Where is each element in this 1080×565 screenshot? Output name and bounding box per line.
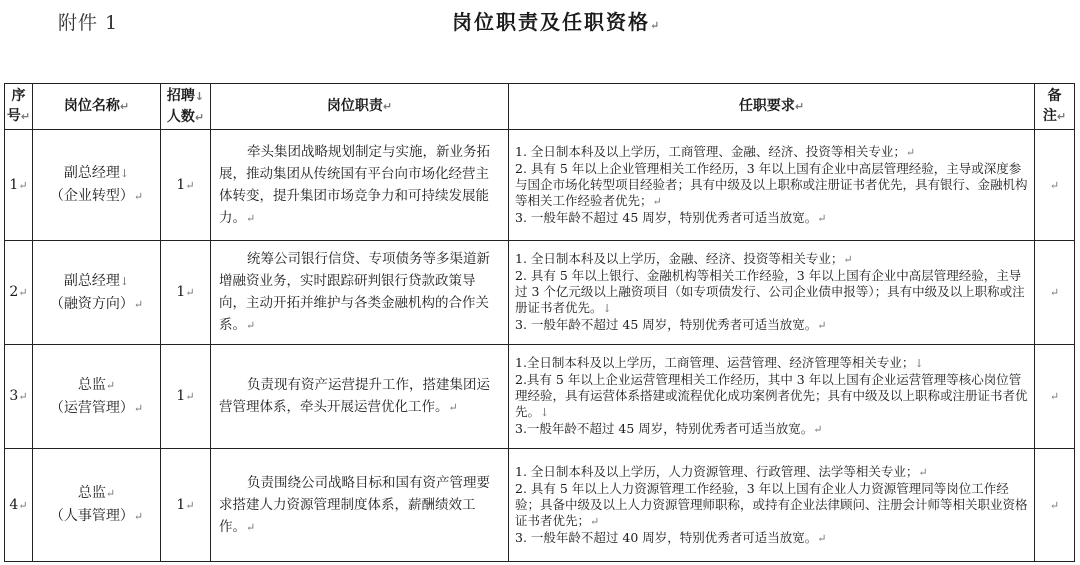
header-no: 序 号↵ [5,84,33,130]
row-position: 副总经理↓ （融资方向）↵ [33,241,161,345]
requirement-line: 2. 具有 5 年以上人力资源管理工作经验，3 年以上国有企业人力资源管理同等岗位工作经验；具备中级及以上人力资源管理师职称，或持有企业法律顾问、注册会计师等相关职业资格证书者优先；↵ [515,480,1028,528]
header-count: 招聘↓ 人数↵ [161,84,211,130]
row-no: 2↵ [5,241,33,345]
annex-label: 附件 1 [58,12,119,34]
row-requirements [509,345,1035,449]
row-remark: ↵ [1035,241,1075,345]
document-title-text: 岗位职责及任职资格 [452,10,650,34]
requirement-line: 2.具有 5 年以上企业运营管理相关工作经历，其中 3 年以上国有企业运营管理等核心岗位管理经验，具有运营体系搭建或流程优化成功案例者优先；具有中级及以上职称或注册证书者优先。↓ [515,372,1028,419]
row-duties: 负责现有资产运营提升工作，搭建集团运营管理体系，牵头开展运营优化工作。↵ [211,345,509,449]
requirement-line: 3.一般年龄不超过 45 周岁，特别优秀者可适当放宽。↵ [515,421,823,436]
positions-table [4,83,1075,562]
requirement-line: 3. 一般年龄不超过 45 周岁，特别优秀者可适当放宽。↵ [515,317,827,332]
row-count: 1↵ [161,241,211,345]
row-count: 1↵ [161,449,211,562]
header-requirements: 任职要求↵ [509,84,1035,130]
requirement-line: 1. 全日制本科及以上学历，工商管理、金融、经济、投资等相关专业；↵ [515,143,916,159]
table-row [5,130,1075,241]
table-row [5,449,1075,562]
table-row [5,241,1075,345]
row-duties: 统筹公司银行信贷、专项债务等多渠道新增融资业务，实时跟踪研判银行贷款政策导向，主动开拓并维护与各类金融机构的合作关系。↵ [211,241,509,345]
requirement-line: 1.全日制本科及以上学历，工商管理、运营管理、经济管理等相关专业；↓ [515,355,924,370]
header-duties: 岗位职责↵ [211,84,509,130]
row-no: 4↵ [5,449,33,562]
requirement-line: 2. 具有 5 年以上银行、金融机构等相关工作经验，3 年以上国有企业中高层管理经验，主导过 3 个亿元级以上融资项目（如专项债发行、公司企业债申报等）；具有中级及以上职称或注册证书者优先。↓ [515,268,1025,315]
requirement-line: 1. 全日制本科及以上学历，人力资源管理、行政管理、法学等相关专业；↵ [515,463,928,479]
row-requirements [509,241,1035,345]
row-remark: ↵ [1035,345,1075,449]
row-remark: ↵ [1035,449,1075,562]
row-no: 1↵ [5,130,33,241]
requirement-line: 1. 全日制本科及以上学历，金融、经济、投资等相关专业；↵ [515,251,853,266]
row-position: 总监↵ （人事管理）↵ [33,449,161,562]
requirement-line: 2. 具有 5 年以上企业管理相关工作经历，3 年以上国有企业中高层管理经验，主导或深度参与国企市场化转型项目经验者；具有中级及以上职称或注册证书者优先，具有银行、金融机构等相关工作经验者优先；↵ [515,160,1028,208]
header-remark: 备 注↵ [1035,84,1075,130]
requirement-line: 3. 一般年龄不超过 45 周岁，特别优秀者可适当放宽。↵ [515,209,827,225]
row-duties: 负责围绕公司战略目标和国有资产管理要求搭建人力资源管理制度体系，薪酬绩效工作。↵ [211,449,509,562]
requirement-line: 3. 一般年龄不超过 40 周岁，特别优秀者可适当放宽。↵ [515,529,827,545]
row-remark: ↵ [1035,130,1075,241]
row-no: 3↵ [5,345,33,449]
row-duties: 牵头集团战略规划制定与实施，新业务拓展，推动集团从传统国有平台向市场化经营主体转变，提升集团市场竞争力和可持续发展能力。↵ [211,130,509,241]
row-requirements [509,130,1035,241]
row-position: 总监↵ （运营管理）↵ [33,345,161,449]
table-header-row [5,84,1075,130]
row-position: 副总经理↓ （企业转型）↵ [33,130,161,241]
row-requirements [509,449,1035,562]
document-title: 岗位职责及任职资格↵ [452,10,662,34]
row-count: 1↵ [161,345,211,449]
row-count: 1↵ [161,130,211,241]
header-position: 岗位名称↵ [33,84,161,130]
table-row [5,345,1075,449]
